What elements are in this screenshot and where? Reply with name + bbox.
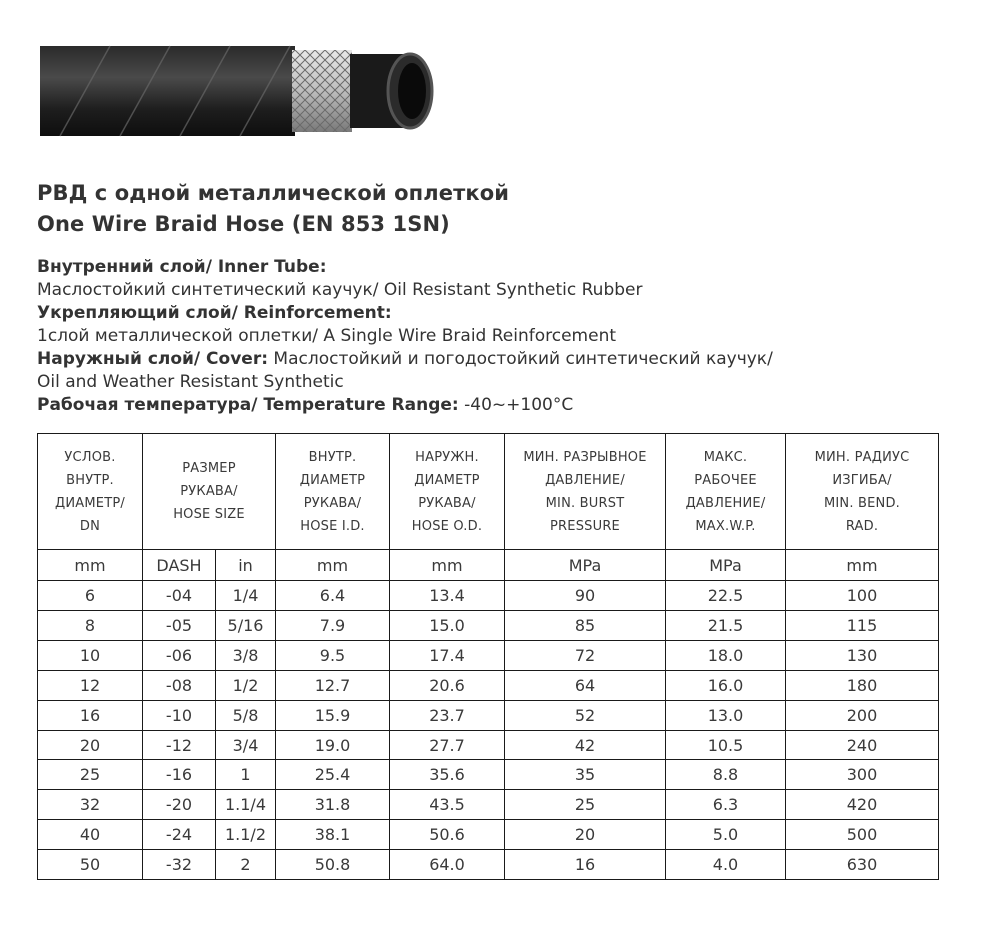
table-cell: 8.8 [666,760,786,790]
table-row [38,730,939,760]
header-hose-size [143,434,276,550]
table-cell: -16 [143,760,216,790]
table-cell: 13.0 [666,700,786,730]
table-cell: 32 [38,790,143,820]
header-line: HOSE SIZE [173,507,245,522]
header-hose-od [390,434,505,550]
table-cell: 13.4 [390,581,505,611]
table-row [38,581,939,611]
title-ru: РВД с одной металлической оплеткой [37,181,510,205]
header-line: MIN. BURST [545,495,625,511]
table-cell: 25 [38,760,143,790]
table-cell: 8 [38,611,143,641]
header-line: УСЛОВ. [64,449,116,465]
table-cell: 100 [786,581,939,611]
header-line: PRESSURE [550,518,620,534]
header-dn [38,434,143,550]
hose-image [40,40,440,140]
header-line: ДАВЛЕНИЕ/ [685,495,766,511]
unit-cell: MPa [505,550,666,581]
table-cell: 1.1/2 [216,820,276,850]
table-cell: 64.0 [390,850,505,880]
table-cell: 3/8 [216,641,276,671]
hose-outer-cover [40,46,295,136]
header-line: МИН. РАЗРЫВНОЕ [523,449,647,465]
cover-line-2: Oil and Weather Resistant Synthetic [37,372,344,392]
table-cell: 1.1/4 [216,790,276,820]
table-cell: 31.8 [276,790,390,820]
table-header-row [38,434,939,550]
header-line: ДАВЛЕНИЕ/ [545,472,625,488]
table-cell: 25.4 [276,760,390,790]
table-cell: 20 [505,820,666,850]
table-cell: 4.0 [666,850,786,880]
unit-cell: mm [786,550,939,581]
table-cell: 18.0 [666,641,786,671]
table-cell: 1 [216,760,276,790]
table-cell: 1/4 [216,581,276,611]
header-line: DN [79,518,101,534]
table-cell: 64 [505,670,666,700]
header-line: MAX.W.P. [695,518,756,534]
unit-cell: in [216,550,276,581]
cover-line: Наружный слой/ Cover: Маслостойкий и погодостойкий синтетический каучук/ [37,349,773,369]
table-cell: 22.5 [666,581,786,611]
table-cell: 15.0 [390,611,505,641]
header-line: РУКАВА/ [180,484,238,499]
table-cell: 5/8 [216,700,276,730]
specifications [37,256,937,417]
table-cell: 630 [786,850,939,880]
table-cell: 16 [505,850,666,880]
table-cell: 17.4 [390,641,505,671]
table-cell: 20.6 [390,670,505,700]
table-cell: 9.5 [276,641,390,671]
table-cell: 20 [38,730,143,760]
table-cell: 5.0 [666,820,786,850]
reinforcement-heading: Укрепляющий слой/ Reinforcement: [37,303,392,323]
table-row [38,611,939,641]
table-cell: 6 [38,581,143,611]
table-cell: 10 [38,641,143,671]
header-line: ВНУТР. [66,472,114,488]
table-cell: 180 [786,670,939,700]
table-cell: 12.7 [276,670,390,700]
table-cell: 52 [505,700,666,730]
header-line: ДИАМЕТР/ [55,495,125,511]
table-cell: -32 [143,850,216,880]
header-line: НАРУЖН. [415,449,479,465]
table-cell: 50.6 [390,820,505,850]
table-cell: 23.7 [390,700,505,730]
table-cell: 40 [38,820,143,850]
header-hose-id [276,434,390,550]
table-row [38,760,939,790]
table-cell: 72 [505,641,666,671]
table-row [38,641,939,671]
unit-cell: mm [390,550,505,581]
table-cell: 240 [786,730,939,760]
table-cell: 500 [786,820,939,850]
table-cell: 42 [505,730,666,760]
header-line: РУКАВА/ [303,495,362,511]
unit-cell: MPa [666,550,786,581]
table-cell: 6.4 [276,581,390,611]
table-cell: 16.0 [666,670,786,700]
table-cell: -06 [143,641,216,671]
header-line: ВНУТР. [308,449,357,465]
table-cell: 21.5 [666,611,786,641]
table-cell: 27.7 [390,730,505,760]
table-cell: 16 [38,700,143,730]
table-cell: -05 [143,611,216,641]
table-cell: -24 [143,820,216,850]
table-cell: 1/2 [216,670,276,700]
table-cell: 35.6 [390,760,505,790]
header-line: МАКС. [703,449,748,465]
temperature-line: Рабочая температура/ Temperature Range: -40~+100°C [37,395,574,415]
table-cell: 2 [216,850,276,880]
table-cell: -04 [143,581,216,611]
inner-tube-value: Маслостойкий синтетический каучук/ Oil Resistant Synthetic Rubber [37,280,643,300]
table-cell: -08 [143,670,216,700]
table-cell: 25 [505,790,666,820]
header-line: РУКАВА/ [418,495,476,511]
table-cell: 3/4 [216,730,276,760]
page-title [37,178,509,240]
table-cell: 50.8 [276,850,390,880]
unit-cell: DASH [143,550,216,581]
table-cell: 6.3 [666,790,786,820]
table-cell: 7.9 [276,611,390,641]
title-en: One Wire Braid Hose (EN 853 1SN) [37,212,450,236]
table-unit-row [38,550,939,581]
table-row [38,820,939,850]
table-row [38,700,939,730]
unit-cell: mm [38,550,143,581]
table-cell: 420 [786,790,939,820]
header-line: ИЗГИБА/ [832,472,892,488]
header-line: МИН. РАДИУС [814,449,910,465]
header-line: ДИАМЕТР [299,472,366,488]
header-line: MIN. BEND. [823,495,901,511]
header-line: RAD. [845,518,879,534]
header-min-bend [786,434,939,550]
header-line: HOSE O.D. [411,518,483,534]
table-cell: -20 [143,790,216,820]
table-cell: 43.5 [390,790,505,820]
header-max-wp [666,434,786,550]
table-cell: 5/16 [216,611,276,641]
table-cell: 85 [505,611,666,641]
spec-table [37,433,939,880]
table-row [38,790,939,820]
header-line: ДИАМЕТР [414,472,480,488]
table-cell: 10.5 [666,730,786,760]
header-line: HOSE I.D. [300,518,365,534]
table-cell: -10 [143,700,216,730]
table-cell: 130 [786,641,939,671]
table-cell: 38.1 [276,820,390,850]
table-row [38,670,939,700]
table-cell: 115 [786,611,939,641]
table-cell: 300 [786,760,939,790]
table-cell: 200 [786,700,939,730]
table-cell: 50 [38,850,143,880]
table-cell: 19.0 [276,730,390,760]
header-line: РАЗМЕР [182,461,236,476]
table-cell: 12 [38,670,143,700]
unit-cell: mm [276,550,390,581]
table-row [38,850,939,880]
header-line: РАБОЧЕЕ [694,472,757,488]
table-cell: 15.9 [276,700,390,730]
table-cell: 35 [505,760,666,790]
table-cell: -12 [143,730,216,760]
reinforcement-value: 1слой металлической оплетки/ A Single Wire Braid Reinforcement [37,326,617,346]
inner-tube-heading: Внутренний слой/ Inner Tube: [37,257,327,277]
header-min-burst [505,434,666,550]
table-cell: 90 [505,581,666,611]
